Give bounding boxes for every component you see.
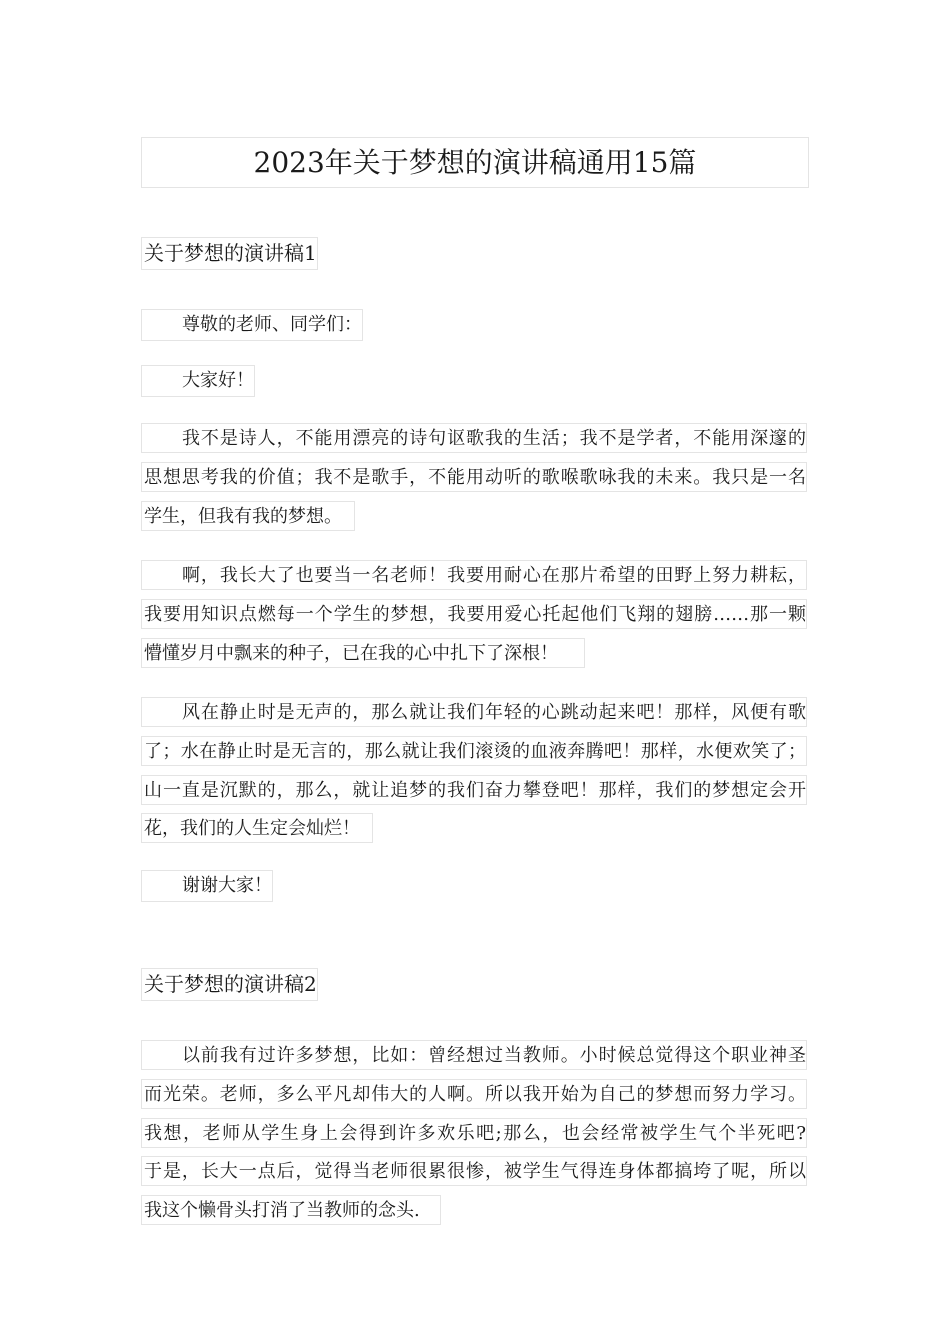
greeting-line: 尊敬的老师、同学们： [141, 309, 363, 341]
paragraph-line: 于是，长大一点后，觉得当老师很累很惨，被学生气得连身体都搞垮了呢，所以 [141, 1156, 807, 1186]
paragraph-line: 而光荣。老师，多么平凡却伟大的人啊。所以我开始为自己的梦想而努力学习。 [141, 1079, 807, 1109]
paragraph-line: 学生，但我有我的梦想。 [141, 501, 355, 531]
paragraph-line: 了；水在静止时是无言的，那么就让我们滚烫的血液奔腾吧！那样，水便欢笑了； [141, 736, 807, 766]
paragraph-line: 以前我有过许多梦想，比如：曾经想过当教师。小时候总觉得这个职业神圣 [141, 1040, 807, 1070]
paragraph-line: 啊，我长大了也要当一名老师！我要用耐心在那片希望的田野上努力耕耘， [141, 560, 807, 590]
section-heading-1: 关于梦想的演讲稿1 [141, 237, 318, 270]
paragraph-1-1 [141, 423, 807, 539]
paragraph-line: 风在静止时是无声的，那么就让我们年轻的心跳动起来吧！那样，风便有歌 [141, 697, 807, 727]
paragraph-line: 懵懂岁月中飘来的种子，已在我的心中扎下了深根！ [141, 638, 585, 668]
section-heading-2: 关于梦想的演讲稿2 [141, 968, 318, 1001]
paragraph-line: 我不是诗人，不能用漂亮的诗句讴歌我的生活；我不是学者，不能用深邃的 [141, 423, 807, 453]
thanks-line: 谢谢大家！ [141, 870, 273, 902]
paragraph-line: 我想，老师从学生身上会得到许多欢乐吧;那么，也会经常被学生气个半死吧? [141, 1118, 807, 1148]
document-title: 2023年关于梦想的演讲稿通用15篇 [141, 137, 809, 188]
paragraph-line: 我要用知识点燃每一个学生的梦想，我要用爱心托起他们飞翔的翅膀……那一颗 [141, 599, 807, 629]
paragraph-line: 山一直是沉默的，那么，就让追梦的我们奋力攀登吧！那样，我们的梦想定会开 [141, 775, 807, 805]
paragraph-line: 思想思考我的价值；我不是歌手，不能用动听的歌喉歌咏我的未来。我只是一名 [141, 462, 807, 492]
hello-line: 大家好！ [141, 365, 255, 397]
paragraph-1-2 [141, 560, 807, 676]
paragraph-2-1 [141, 1040, 807, 1234]
paragraph-1-3 [141, 697, 807, 852]
paragraph-line: 我这个懒骨头打消了当教师的念头. [141, 1195, 441, 1225]
paragraph-line: 花，我们的人生定会灿烂！ [141, 813, 373, 843]
